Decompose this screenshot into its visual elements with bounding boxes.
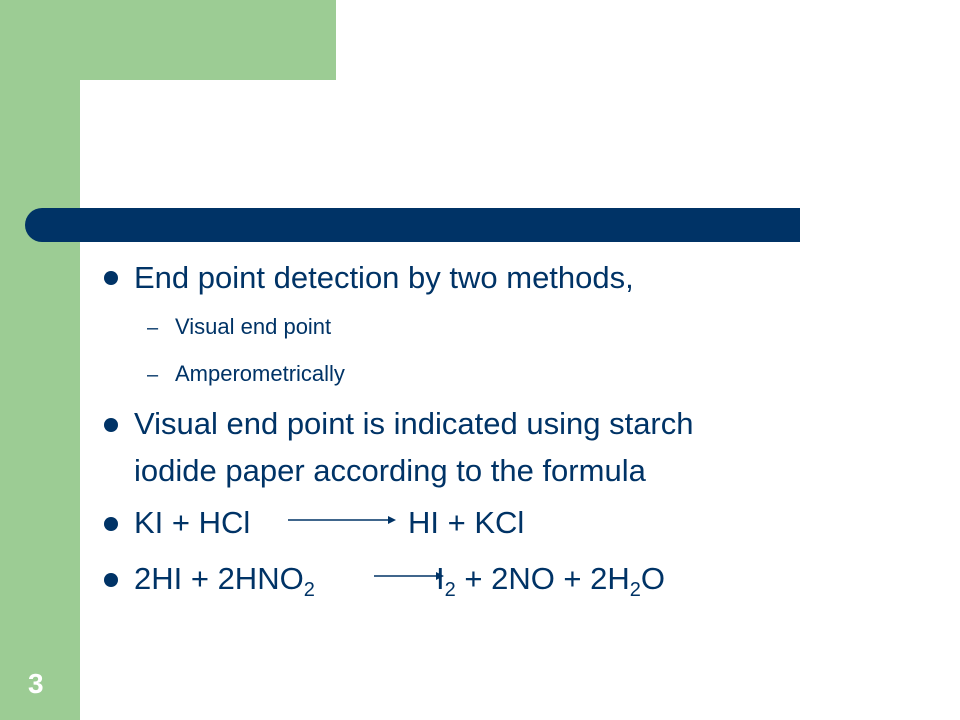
bullet-dot [104,573,118,587]
bullet-text-visual-end-point-line2: iodide paper according to the formula [134,453,646,488]
bullet-text-visual-end-point-line1: Visual end point is indicated using starch [134,406,694,441]
equation-2-reactants [134,560,315,601]
equation-1-reactants: KI + HCl [134,505,251,540]
reaction-arrow-icon [288,514,398,526]
equation-2-reactants-subscript: 2 [303,579,315,601]
bullet-dot [104,517,118,531]
sub-bullet-dash: – [147,364,159,386]
equation-2-reactants-main: 2HI + 2HNO [134,561,304,596]
bullet-dot [104,418,118,432]
equation-2-products-middle: + 2NO + 2H [455,561,630,596]
sub-bullet-visual-end-point: Visual end point [175,314,332,339]
equation-2-products-end: O [640,561,666,596]
equation-1-products: HI + KCl [408,505,525,540]
sub-bullet-amperometrically: Amperometrically [175,361,345,386]
equation-2-iodine-subscript: 2 [444,579,456,601]
equation-2-iodine: I [436,561,445,596]
slide-number: 3 [28,668,44,699]
sub-bullet-dash: – [147,317,159,339]
equation-2-water-subscript: 2 [629,579,641,601]
bullet-text-endpoint-detection: End point detection by two methods, [134,260,634,295]
equation-2-products [436,560,666,601]
bullet-dot [104,271,118,285]
